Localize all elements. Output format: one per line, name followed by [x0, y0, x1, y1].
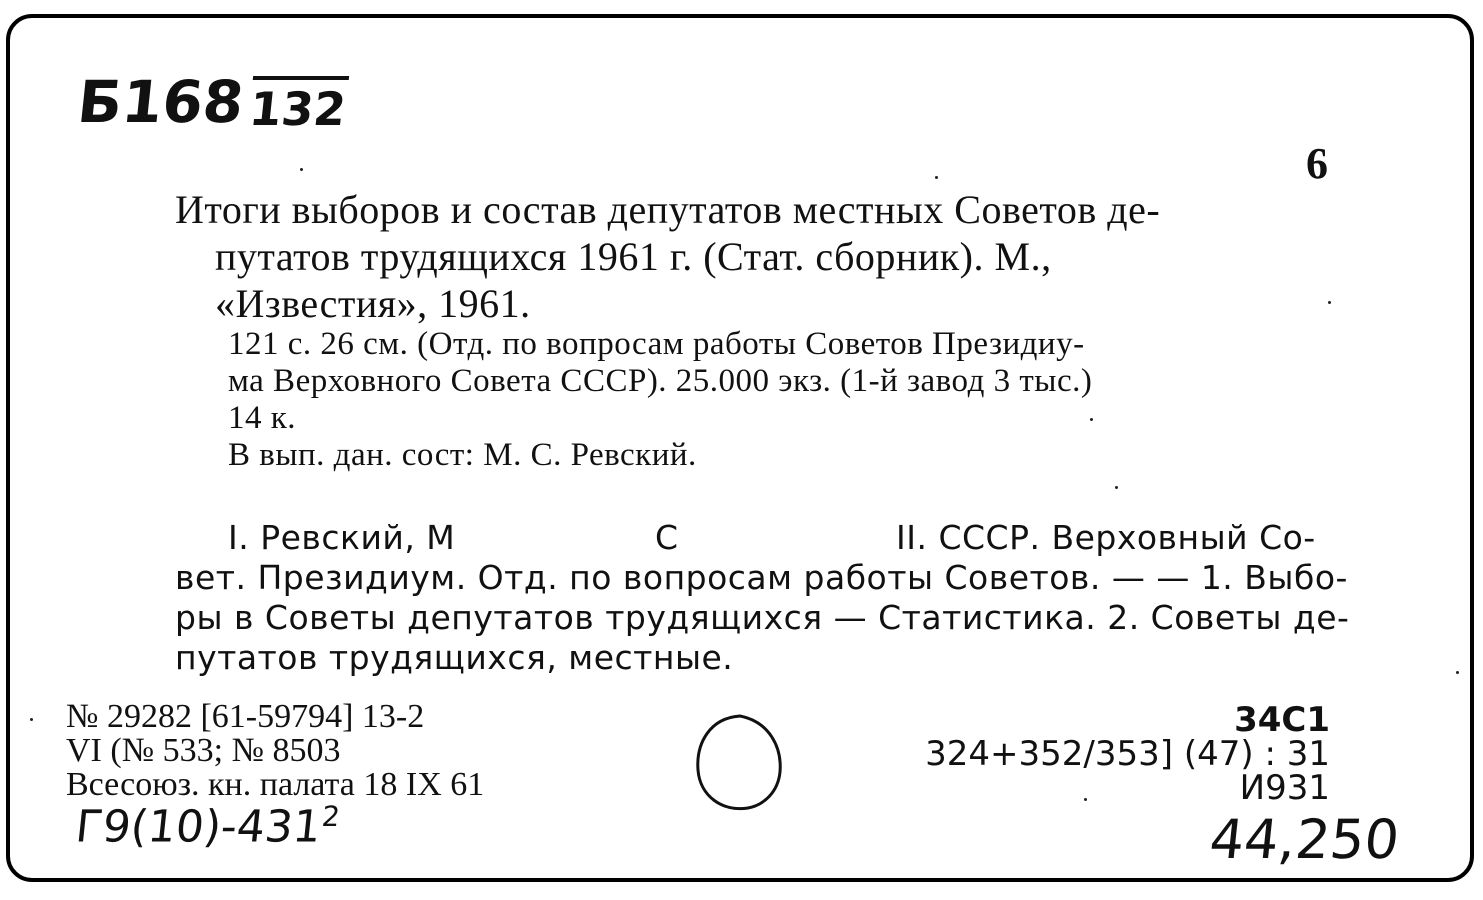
catalog-card [6, 14, 1474, 882]
tracing-line-1a: I. Ревский, М [228, 518, 456, 557]
bottom-right-line-3: И931 [1239, 768, 1330, 808]
handwritten-note-right: 44,250 [1206, 808, 1403, 871]
speck [935, 176, 938, 179]
speck [1456, 671, 1459, 674]
description-line-3: 14 к. [228, 400, 297, 436]
tracing-line-3: ры в Советы депутатов трудящихся — Статистика. 2. Советы де- [175, 598, 1350, 637]
call-number [74, 68, 246, 136]
call-number-sub-text: 132 [246, 82, 349, 136]
tracing-line-1c: II. СССР. Верховный Со- [896, 518, 1316, 557]
description-line-2: ма Верховного Совета СССР). 25.000 экз. (1-й завод 3 тыс.) [228, 363, 1093, 399]
bottom-left-line-2: VI (№ 533; № 8503 [66, 732, 341, 769]
speck [1115, 486, 1118, 489]
title-line-3: «Известия», 1961. [215, 281, 531, 326]
tracing-line-2: вет. Президиум. Отд. по вопросам работы Советов. — — 1. Выбо- [175, 558, 1348, 597]
description-line-1: 121 с. 26 см. (Отд. по вопросам работы Советов Президиу- [228, 326, 1085, 362]
handwritten-note-left [73, 800, 341, 853]
tracing-line-4: путатов трудящихся, местные. [175, 638, 734, 677]
handwritten-note-left-text: Г9(10)-431 [73, 801, 324, 853]
speck [1328, 301, 1331, 304]
call-number-sub [247, 76, 349, 136]
bottom-right-line-1: 34С1 [1234, 700, 1330, 740]
circle-mark [690, 708, 790, 818]
bottom-right-line-2: 324+352/353] (47) : 31 [925, 734, 1330, 774]
tracing-line-1b: С [655, 518, 679, 557]
description-line-4: В вып. дан. сост: М. С. Ревский. [228, 437, 697, 473]
handwritten-note-left-sup: 2 [320, 800, 342, 833]
speck [1090, 418, 1093, 421]
call-number-main: Б168 [74, 68, 247, 136]
title-line-2: путатов трудящихся 1961 г. (Стат. сборник). М., [215, 234, 1052, 279]
title-line-1: Итоги выборов и состав депутатов местных Советов де- [175, 187, 1161, 232]
bottom-left-line-3: Всесоюз. кн. палата 18 IX 61 [66, 766, 485, 803]
speck [1084, 798, 1087, 801]
card-number: 6 [1306, 139, 1328, 188]
speck [30, 718, 33, 721]
speck [300, 168, 303, 171]
bottom-left-line-1: № 29282 [61-59794] 13-2 [66, 698, 425, 735]
